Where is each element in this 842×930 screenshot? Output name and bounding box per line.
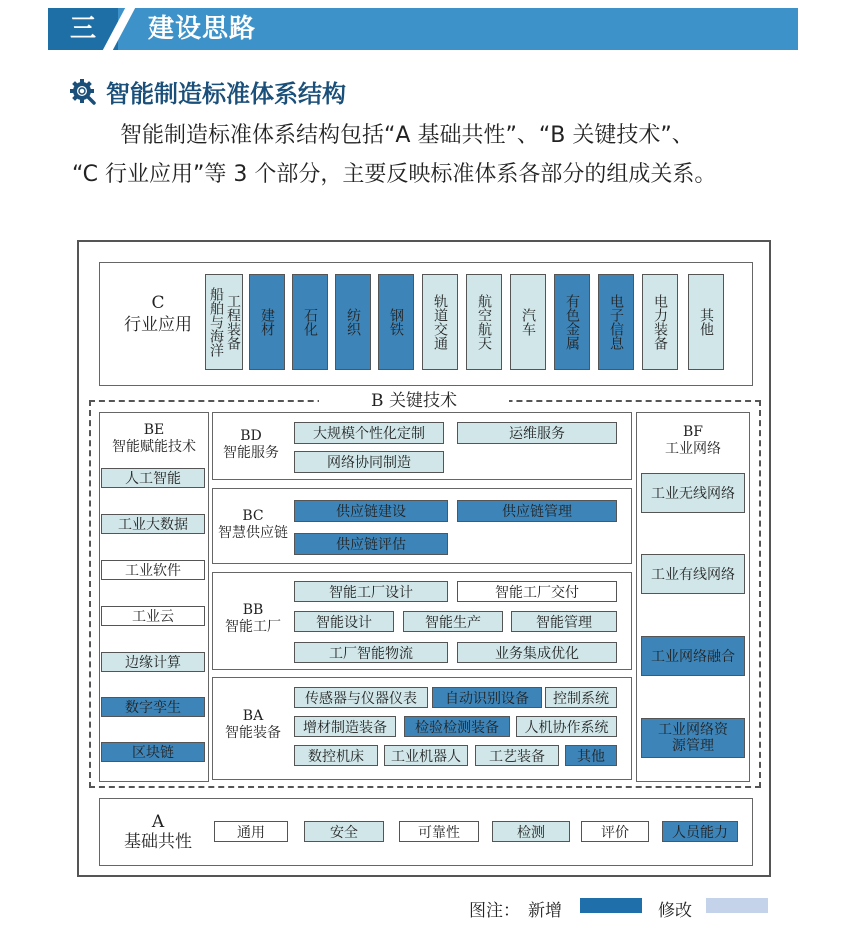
bc-item-construction: 供应链建设 (294, 500, 448, 522)
legend-modified-label: 修改 (658, 901, 692, 921)
c-item-steel: 钢铁 (378, 274, 414, 370)
ba-label (215, 708, 291, 742)
c-item-petrochemical: 石化 (292, 274, 328, 370)
legend-modified-swatch (706, 898, 768, 913)
c-name: 行业应用 (124, 315, 192, 335)
bf-item-resource-management: 工业网络资源管理 (641, 718, 745, 758)
legend-new-label: 新增 (528, 901, 562, 921)
bd-label (215, 428, 287, 462)
c-item-automobile: 汽车 (510, 274, 546, 370)
b-title: B 关键技术 (319, 393, 509, 410)
bb-code: BB (242, 602, 264, 618)
be-item-digital-twin: 数字孪生 (101, 697, 205, 717)
bc-item-evaluation: 供应链评估 (294, 533, 448, 555)
c-item-label-b: 船舶与海洋 (208, 287, 224, 357)
bf-item-wired: 工业有线网络 (641, 554, 745, 594)
be-name: 智能赋能技术 (112, 439, 196, 455)
bb-item-design: 智能设计 (294, 611, 394, 632)
ba-item-other: 其他 (565, 745, 617, 766)
ba-item-inspection: 检验检测装备 (404, 716, 510, 737)
c-item-label-a: 工程装备 (225, 294, 241, 350)
ba-name: 智能装备 (225, 725, 281, 741)
section-number: 三 (48, 8, 118, 50)
c-item-nonferrous-metals: 有色金属 (554, 274, 590, 370)
standard-system-diagram (77, 240, 771, 877)
bb-item-integration: 业务集成优化 (457, 642, 617, 663)
ba-item-additive: 增材制造装备 (294, 716, 396, 737)
bf-name: 工业网络 (665, 441, 721, 457)
c-item-electronic-info: 电子信息 (598, 274, 634, 370)
bb-item-management: 智能管理 (511, 611, 617, 632)
ba-item-sensors: 传感器与仪器仪表 (294, 687, 428, 708)
ba-code: BA (242, 708, 264, 724)
a-item-personnel: 人员能力 (662, 821, 738, 842)
be-item-software: 工业软件 (101, 560, 205, 580)
be-item-cloud: 工业云 (101, 606, 205, 626)
be-item-edge-computing: 边缘计算 (101, 652, 205, 672)
bb-label (215, 602, 291, 636)
a-code: A (151, 812, 165, 832)
bf-item-fusion: 工业网络融合 (641, 636, 745, 676)
be-item-big-data: 工业大数据 (101, 514, 205, 534)
ba-item-auto-identification: 自动识别设备 (432, 687, 542, 708)
a-label (113, 812, 203, 852)
c-label (113, 292, 203, 336)
c-item-rail-transit: 轨道交通 (422, 274, 458, 370)
bd-name: 智能服务 (223, 445, 279, 461)
ba-item-hri-system: 人机协作系统 (516, 716, 617, 737)
bb-name: 智能工厂 (225, 619, 281, 635)
a-item-evaluation: 评价 (581, 821, 649, 842)
be-item-ai: 人工智能 (101, 468, 205, 488)
ba-item-robot: 工业机器人 (384, 745, 468, 766)
legend-caption: 图注： (469, 901, 520, 921)
bf-code: BF (682, 424, 703, 440)
bd-code: BD (240, 428, 262, 444)
bb-item-factory-design: 智能工厂设计 (294, 581, 448, 602)
c-item-textile: 纺织 (335, 274, 371, 370)
c-item-other: 其他 (688, 274, 724, 370)
section-title (70, 74, 346, 109)
bb-item-logistics: 工厂智能物流 (294, 642, 448, 663)
be-label (99, 422, 209, 456)
ba-item-process-equipment: 工艺装备 (475, 745, 559, 766)
paragraph-line-2: “C 行业应用”等 3 个部分，主要反映标准体系各部分的组成关系。 (72, 162, 717, 187)
c-item-aerospace: 航空航天 (466, 274, 502, 370)
bf-item-wireless: 工业无线网络 (641, 473, 745, 513)
bb-item-factory-delivery: 智能工厂交付 (457, 581, 617, 602)
c-item-building-materials: 建材 (249, 274, 285, 370)
a-item-safety: 安全 (304, 821, 384, 842)
a-item-reliability: 可靠性 (399, 821, 479, 842)
c-code: C (151, 293, 165, 313)
be-code: BE (143, 422, 165, 438)
bf-label (636, 424, 750, 458)
gear-search-icon (70, 79, 96, 105)
bc-item-management: 供应链管理 (457, 500, 617, 522)
bd-item-network-collaborative: 网络协同制造 (294, 451, 444, 473)
banner-title: 建设思路 (148, 14, 257, 44)
bc-name: 智慧供应链 (218, 525, 288, 541)
bc-label (213, 508, 293, 542)
section-title-text: 智能制造标准体系结构 (106, 80, 346, 108)
ba-item-cnc: 数控机床 (294, 745, 378, 766)
a-item-general: 通用 (214, 821, 288, 842)
bc-code: BC (242, 508, 264, 524)
section-banner (48, 8, 798, 50)
bb-item-production: 智能生产 (403, 611, 503, 632)
paragraph-line-1: 智能制造标准体系结构包括“A 基础共性”、“B 关键技术”、 (120, 123, 694, 148)
bd-item-om-services: 运维服务 (457, 422, 617, 444)
bd-item-mass-customization: 大规模个性化定制 (294, 422, 444, 444)
be-item-blockchain: 区块链 (101, 742, 205, 762)
a-name: 基础共性 (124, 832, 192, 852)
c-item-power-equipment: 电力装备 (642, 274, 678, 370)
c-item-ship-ocean (205, 274, 243, 370)
legend-new-swatch (580, 898, 642, 913)
ba-item-control-system: 控制系统 (545, 687, 617, 708)
a-item-testing: 检测 (492, 821, 570, 842)
